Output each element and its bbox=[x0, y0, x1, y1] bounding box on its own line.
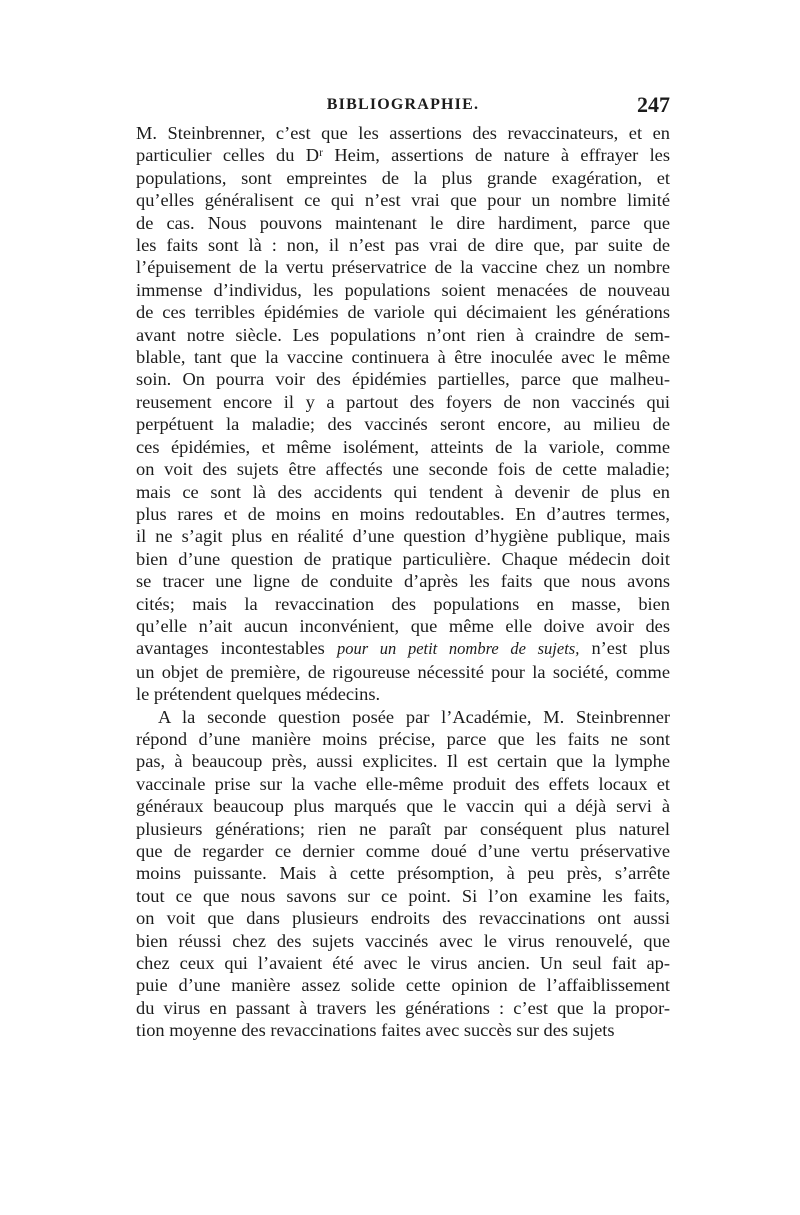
text-line: tion moyenne des revaccinations faites avec succès sur des sujets bbox=[136, 1020, 615, 1041]
text-line: de ces terribles épidémies de variole qui décimaient les générations bbox=[136, 302, 670, 323]
text-line: avantages incontestables pour un petit nombre de sujets, n’est plus bbox=[136, 638, 670, 659]
text-line: plus rares et de moins en moins redoutables. En d’autres termes, bbox=[136, 503, 670, 524]
text-line: puie d’une manière assez solide cette opinion de l’affaiblissement bbox=[136, 975, 670, 996]
text-line: cités; mais la revaccination des populations en masse, bien bbox=[136, 593, 670, 614]
text-line: avant notre siècle. Les populations n’ont rien à craindre de sem- bbox=[136, 324, 670, 345]
text-line: qu’elle n’ait aucun inconvénient, que même elle doive avoir des bbox=[136, 615, 670, 636]
text-line: chez ceux qui l’avaient été avec le virus ancien. Un seul fait ap- bbox=[136, 953, 670, 974]
page-number: 247 bbox=[637, 92, 670, 117]
text-line: se tracer une ligne de conduite d’après les faits que nous avons bbox=[136, 571, 670, 592]
text-line: mais ce sont là des accidents qui tendent à devenir de plus en bbox=[136, 481, 670, 502]
text-line: il ne s’agit plus en réalité d’une question d’hygiène publique, mais bbox=[136, 526, 670, 547]
text-line: répond d’une manière moins précise, parce que les faits ne sont bbox=[136, 728, 670, 749]
text-line: M. Steinbrenner, c’est que les assertions des revaccinateurs, et en bbox=[136, 123, 670, 143]
page-header bbox=[136, 92, 670, 122]
text-line: pas, à beaucoup près, aussi explicites. Il est certain que la lymphe bbox=[136, 751, 670, 772]
text-line: bien d’une question de pratique particulière. Chaque médecin doit bbox=[136, 548, 670, 569]
text-line: moins puissante. Mais à cette présomption, à peu près, s’arrête bbox=[136, 863, 670, 884]
text-line: perpétuent la maladie; des vaccinés seront encore, au milieu de bbox=[136, 414, 670, 435]
body-text bbox=[136, 122, 670, 1042]
text-line: on voit des sujets être affectés une seconde fois de cette maladie; bbox=[136, 459, 670, 480]
text-line: plusieurs générations; rien ne paraît par conséquent plus naturel bbox=[136, 818, 670, 839]
text-line: l’épuisement de la vertu préservatrice de la vaccine chez un nombre bbox=[136, 257, 670, 278]
text-line: tout ce que nous savons sur ce point. Si l’on examine les faits, bbox=[136, 885, 670, 906]
text-line: le prétendent quelques médecins. bbox=[136, 684, 381, 705]
paragraph bbox=[136, 122, 670, 706]
text-line: bien réussi chez des sujets vaccinés avec le virus renouvelé, que bbox=[136, 930, 670, 951]
text-line: A la seconde question posée par l’Académie, M. Steinbrenner bbox=[158, 706, 670, 727]
italic-phrase: pour un petit nombre de sujets, bbox=[336, 639, 580, 659]
text-line: vaccinale prise sur la vache elle-même produit des effets locaux et bbox=[136, 773, 670, 794]
text-line: les faits sont là : non, il n’est pas vrai de dire que, par suite de bbox=[136, 235, 670, 256]
text-line: de cas. Nous pouvons maintenant le dire hardiment, parce que bbox=[136, 212, 670, 233]
text-line: on voit que dans plusieurs endroits des revaccinations ont aussi bbox=[136, 908, 670, 929]
text-line: du virus en passant à travers les générations : c’est que la propor- bbox=[136, 997, 670, 1018]
text-line: que de regarder ce dernier comme doué d’une vertu préservative bbox=[136, 841, 670, 861]
text-line: reusement encore il y a partout des foyers de non vaccinés qui bbox=[136, 391, 670, 412]
text-line: soin. On pourra voir des épidémies partielles, parce que malheu- bbox=[136, 369, 670, 390]
text-line: qu’elles généralisent ce qui n’est vrai que pour un nombre limité bbox=[136, 190, 670, 211]
paragraph bbox=[136, 706, 670, 1042]
text-line: immense d’individus, les populations soient menacées de nouveau bbox=[136, 279, 670, 300]
running-title: BIBLIOGRAPHIE. bbox=[326, 96, 480, 113]
text-line: populations, sont empreintes de la plus grande exagération, et bbox=[136, 167, 670, 188]
book-page bbox=[136, 92, 670, 1042]
text-line: blable, tant que la vaccine continuera à être inoculée avec le même bbox=[136, 347, 670, 368]
text-line: un objet de première, de rigoureuse nécessité pour la société, comme bbox=[136, 661, 670, 682]
text-line: particulier celles du Dʳ Heim, assertions de nature à effrayer les bbox=[136, 145, 670, 166]
text-line: généraux beaucoup plus marqués que le vaccin qui a déjà servi à bbox=[136, 796, 670, 817]
text-line: ces épidémies, et même isolément, atteints de la variole, comme bbox=[136, 436, 670, 457]
